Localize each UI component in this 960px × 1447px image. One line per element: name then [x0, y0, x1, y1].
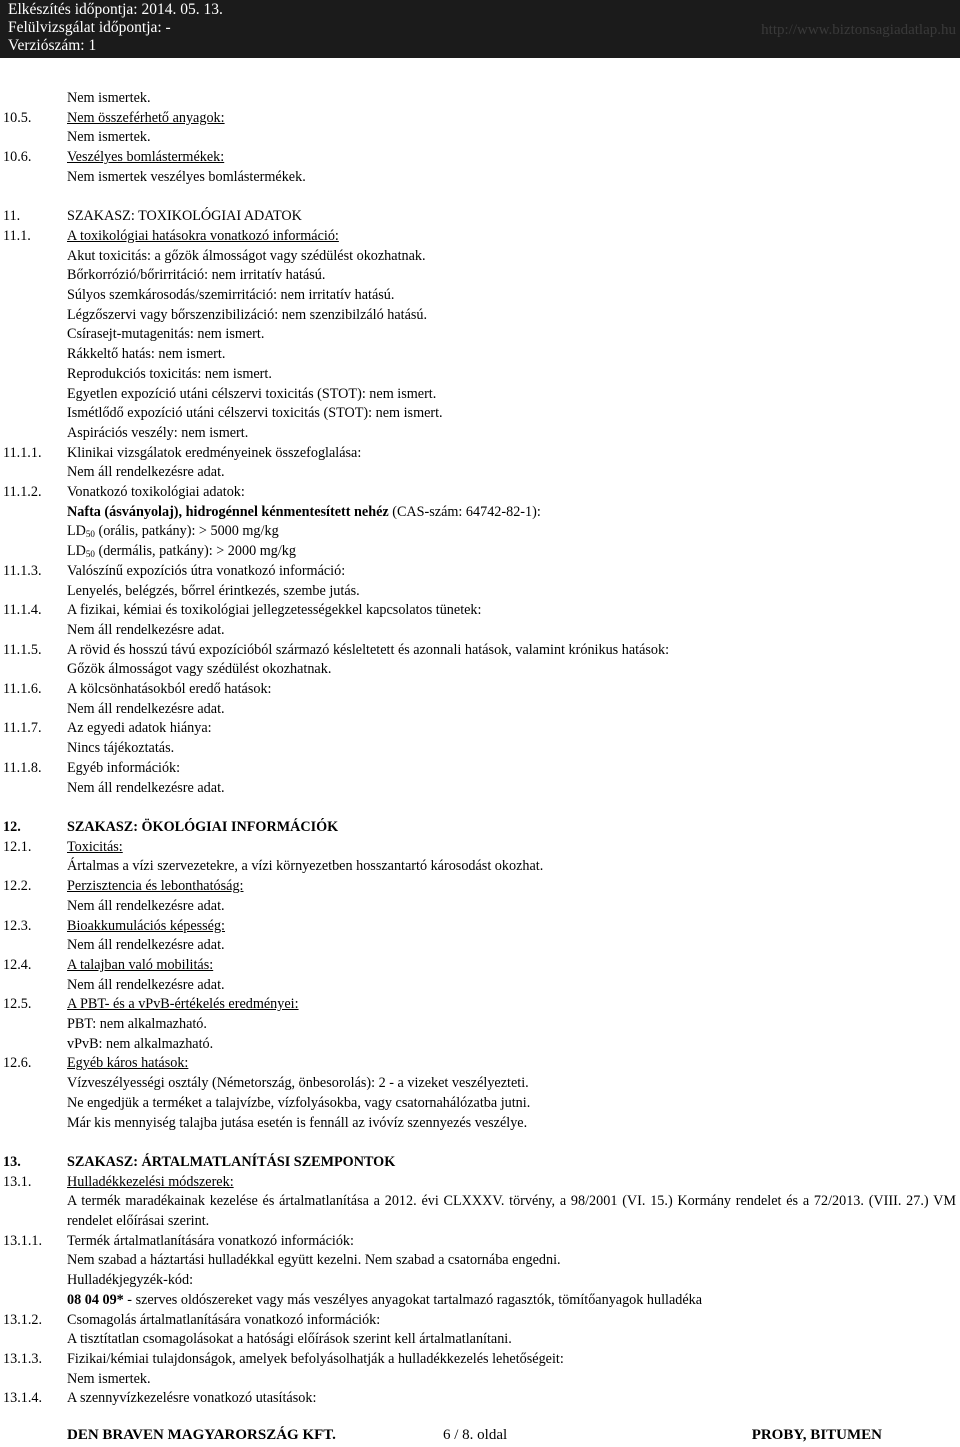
text-paragraph: A termék maradékainak kezelése és ártalmatlanítása a 2012. évi CLXXXV. törvény, a 98/2001 (VI. 15.) Kormány rendelet és a 72/2013. (VIII. 27.) VM rendelet előírásai szerint.: [67, 1193, 956, 1230]
subsection-heading: Veszélyes bomlástermékek:: [67, 149, 225, 166]
ld50-oral: $LD_{50}$ (orális, patkány): > 5000 mg/kg: [67, 523, 279, 540]
subsection-11-1-2: 11.1.2. Vonatkozó toxikológiai adatok:: [3, 484, 245, 501]
subsection-13-1-1: 13.1.1. Termék ártalmatlanítására vonatkozó információk:: [3, 1232, 354, 1249]
subsection-13-1-2: 13.1.2. Csomagolás ártalmatlanítására vonatkozó információk:: [3, 1311, 381, 1328]
list-item: Akut toxicitás: a gőzök álmosságot vagy szédülést okozhatnak.: [67, 247, 426, 264]
subsection-number: 10.5.: [3, 109, 32, 126]
subsection-heading: A talajban való mobilitás:: [67, 956, 214, 973]
subsection-11-1-6: 11.1.6. A kölcsönhatásokból eredő hatások:: [3, 681, 272, 698]
text-line: Nem áll rendelkezésre adat.: [67, 779, 225, 796]
revision-date: Felülvizsgálat időpontja: -: [8, 19, 171, 36]
list-item: Súlyos szemkárosodás/szemirritáció: nem irritatív hatású.: [67, 287, 395, 304]
text-line: Gőzök álmosságot vagy szédülést okozhatnak.: [67, 661, 332, 678]
subsection-11-1-1: 11.1.1. Klinikai vizsgálatok eredményeinek összefoglalása:: [3, 444, 362, 461]
list-item: Egyetlen expozíció utáni célszervi toxicitás (STOT): nem ismert.: [67, 385, 437, 402]
issue-date: Elkészítés időpontja: 2014. 05. 13.: [8, 1, 223, 18]
subsection-11-1-4: 11.1.4. A fizikai, kémiai és toxikológiai jellegzetességekkel kapcsolatos tünetek:: [3, 602, 482, 619]
subsection-12-5: 12.5. A PBT- és a vPvB-értékelés eredményei:: [0, 995, 960, 1015]
text-line: Ártalmas a vízi szervezetekre, a vízi környezetben hosszantartó károsodást okozhat.: [67, 858, 544, 875]
footer-product-name: PROBY, BITUMEN: [751, 1427, 882, 1443]
subsection-11-1-3: 11.1.3. Valószínű expozíciós útra vonatkozó információ:: [3, 562, 346, 579]
list-item: Rákkeltő hatás: nem ismert.: [67, 346, 226, 363]
subsection-11-1-7: 11.1.7. Az egyedi adatok hiánya:: [3, 720, 212, 737]
header-url-link[interactable]: http://www.biztonsagiadatlap.hu: [761, 22, 956, 38]
text-line: Hulladékjegyzék-kód:: [67, 1272, 194, 1289]
subsection-11-1-8: 11.1.8. Egyéb információk:: [3, 759, 181, 776]
subsection-heading: Egyéb káros hatások:: [67, 1055, 189, 1072]
version-number: Verziószám: 1: [8, 37, 97, 54]
section-number: 12.: [3, 818, 21, 835]
subsection-heading: A PBT- és a vPvB-értékelés eredményei:: [67, 996, 299, 1013]
section-12-heading: [0, 818, 960, 838]
section-title: SZAKASZ: TOXIKOLÓGIAI ADATOK: [67, 208, 302, 225]
section-title: SZAKASZ: ÖKOLÓGIAI INFORMÁCIÓK: [67, 818, 339, 835]
section-13-heading: [0, 1153, 960, 1173]
subsection-13-1-4: 13.1.4. A szennyvízkezelésre vonatkozó utasítások:: [3, 1390, 317, 1407]
section-number: 13.: [3, 1153, 21, 1170]
subsection-13-1-3: 13.1.3. Fizikai/kémiai tulajdonságok, amelyek befolyásolhatják a hulladékkezelés lehetőségeit:: [3, 1350, 564, 1367]
ld50-dermal: $LD_{50}$ (dermális, patkány): > 2000 mg/kg: [67, 543, 296, 560]
text-line: Nem áll rendelkezésre adat.: [67, 976, 225, 993]
text-line: Nem áll rendelkezésre adat.: [67, 700, 225, 717]
section-title: SZAKASZ: ÁRTALMATLANÍTÁSI SZEMPONTOK: [67, 1153, 396, 1170]
text-line: Nem ismertek veszélyes bomlástermékek.: [67, 168, 306, 185]
list-item: Aspirációs veszély: nem ismert.: [67, 424, 249, 441]
subsection-12-1: 12.1. Toxicitás:: [0, 838, 960, 858]
document-footer: [0, 1426, 960, 1446]
subsection-12-3: 12.3. Bioakkumulációs képesség:: [0, 917, 960, 937]
subsection-heading: Hulladékkezelési módszerek:: [67, 1173, 234, 1190]
subsection-number: 10.6.: [3, 149, 32, 166]
subsection-heading: Toxicitás:: [67, 838, 123, 855]
subsection-10-6: [0, 148, 960, 168]
cas-number: (CAS-szám: 64742-82-1):: [388, 503, 541, 520]
waste-code-line: 08 04 09* - szerves oldószereket vagy más veszélyes anyagokat tartalmazó ragasztók, tömítőanyagok hulladéka: [67, 1291, 703, 1308]
text-line: Lenyelés, belégzés, bőrrel érintkezés, szembe jutás.: [67, 582, 360, 599]
subsection-12-6: 12.6. Egyéb káros hatások:: [0, 1054, 960, 1074]
text-line: Vízveszélyességi osztály (Németország, önbesorolás): 2 - a vizeket veszélyezteti.: [67, 1075, 529, 1092]
subsection-13-1: 13.1. Hulladékkezelési módszerek:: [0, 1173, 960, 1193]
list-item: Bőrkorrózió/bőrirritáció: nem irritatív hatású.: [67, 267, 326, 284]
text-line: Ne engedjük a terméket a talajvízbe, vízfolyásokba, vagy csatornahálózatba jutni.: [67, 1094, 531, 1111]
subsection-11-1-5: 11.1.5. A rövid és hosszú távú expozícióból származó késleltetett és azonnali hatások, valamint krónikus hatások:: [3, 641, 670, 658]
subsection-12-2: 12.2. Perzisztencia és lebonthatóság:: [0, 877, 960, 897]
waste-code: 08 04 09*: [67, 1291, 124, 1308]
text-line: Nem ismertek.: [67, 90, 151, 106]
footer-company: DEN BRAVEN MAGYARORSZÁG KFT.: [67, 1427, 336, 1443]
text-line: Nem ismertek.: [67, 129, 151, 146]
text-line: Nem ismertek.: [67, 1370, 151, 1387]
text-line: Már kis mennyiség talajba jutása esetén is fennáll az ivóvíz szennyezés veszélye.: [67, 1114, 528, 1131]
list-item: Légzőszervi vagy bőrszenzibilizáció: nem szenzibilzáló hatású.: [67, 306, 428, 323]
text-line: A tisztítatlan csomagolásokat a hatósági előírások szerint kell ártalmatlanítani.: [67, 1331, 512, 1348]
document-body: [0, 89, 960, 1409]
text-line: Nem áll rendelkezésre adat.: [67, 464, 225, 481]
subsection-heading: Perzisztencia és lebonthatóság:: [67, 878, 244, 895]
text-line: Nem áll rendelkezésre adat.: [67, 937, 225, 954]
text-line: Nem áll rendelkezésre adat.: [67, 621, 225, 638]
text-line: vPvB: nem alkalmazható.: [67, 1035, 214, 1052]
list-item: Ismétlődő expozíció utáni célszervi toxicitás (STOT): nem ismert.: [67, 405, 443, 422]
section-11-heading: [0, 207, 960, 227]
list-item: Csírasejt-mutagenitás: nem ismert.: [67, 326, 265, 343]
text-line: PBT: nem alkalmazható.: [67, 1016, 207, 1033]
text-line: Nincs tájékoztatás.: [67, 740, 175, 757]
subsection-heading: Bioakkumulációs képesség:: [67, 917, 226, 934]
subsection-heading: A toxikológiai hatásokra vonatkozó információ:: [67, 227, 339, 244]
section-number: 11.: [3, 208, 21, 225]
footer-page-number: 6 / 8. oldal: [443, 1427, 508, 1443]
subsection-11-1: 11.1. A toxikológiai hatásokra vonatkozó információ:: [0, 227, 960, 247]
subsection-12-4: 12.4. A talajban való mobilitás:: [0, 956, 960, 976]
substance-name: Nafta (ásványolaj), hidrogénnel kénmentesített nehéz: [67, 503, 389, 520]
list-item: Reprodukciós toxicitás: nem ismert.: [67, 365, 272, 382]
document-header: [0, 0, 960, 58]
text-line: Nem szabad a háztartási hulladékkal együtt kezelni. Nem szabad a csatornába engedni.: [67, 1252, 561, 1269]
subsection-10-5: [0, 109, 960, 129]
substance-line: [0, 503, 960, 523]
text-line: Nem áll rendelkezésre adat.: [67, 897, 225, 914]
subsection-heading: Nem összeférhető anyagok:: [67, 109, 225, 126]
